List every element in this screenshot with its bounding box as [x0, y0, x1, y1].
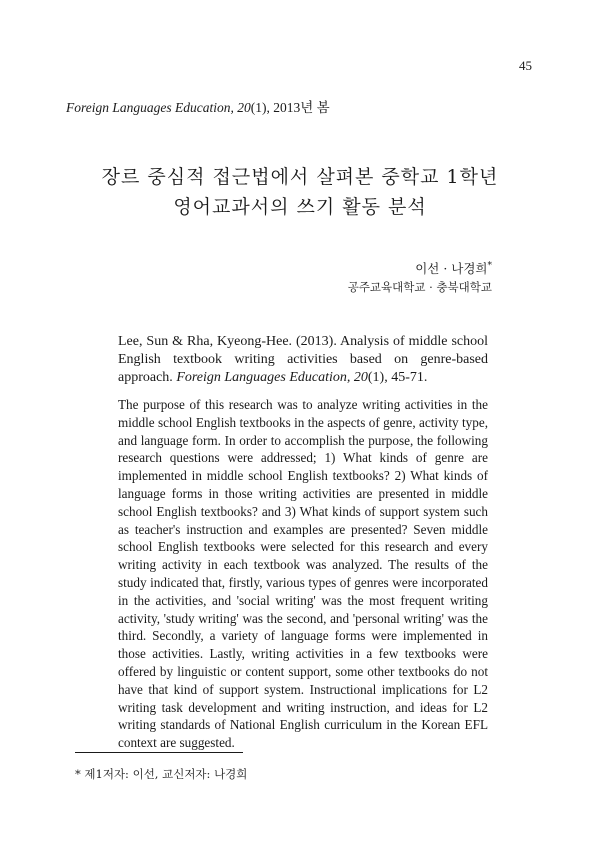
title-line-2: 영어교과서의 쓰기 활동 분석: [173, 196, 427, 218]
citation: [118, 333, 488, 387]
journal-issue: (1), 2013년 봄: [250, 100, 330, 115]
citation-volume: 20: [353, 370, 368, 385]
footnote: * 제1저자: 이선, 교신저자: 나경희: [75, 767, 248, 781]
journal-name: Foreign Languages Education,: [66, 100, 234, 115]
title-line-1: 장르 중심적 접근법에서 살펴본 중학교 1학년: [101, 166, 499, 188]
journal-volume: 20: [237, 100, 251, 115]
page-number: 45: [519, 58, 532, 73]
abstract: The purpose of this research was to analyze writing activities in the middle school English textbooks in the aspects of genre, activity type, and language form. In order to accomplish the purpose, the following research questions were addressed; 1) What kinds of genre are implemented in middle school English textbooks? 2) What kinds of language forms in those writing activities are presented in middle school English textbooks? and 3) What kinds of support system such as teacher's instruction and examples are presented? Seven middle school English textbooks were selected for this research and every writing activity in each textbook was analyzed. The results of the study indicated that, firstly, various types of genres were incorporated in the activities, and 'social writing' was the most frequent writing activity, 'study writing' was the second, and 'personal writing' was the third. Secondly, a variety of language forms were implemented in those activities. Lastly, writing activities in a few textbooks were offered by linguistic or content support, some other textbooks do not have that kind of support system. Instructional implications for L2 writing task development and writing instruction, and ideas for L2 writing standards of National English curriculum in the Korean EFL context are suggested.: [118, 397, 488, 751]
citation-authors: Lee, Sun & Rha, Kyeong-Hee. (2013). Analysis of middle school English textbook writing activities based on genre-based approach.: [118, 334, 488, 385]
journal-header: [66, 96, 330, 116]
paper-title: [0, 162, 600, 222]
citation-pages: (1), 45-71.: [367, 370, 428, 385]
author-footnote-mark: *: [487, 260, 492, 271]
authors: [415, 259, 492, 277]
footnote-divider: [75, 752, 243, 753]
affiliations: 공주교육대학교 · 충북대학교: [347, 280, 492, 294]
citation-journal: Foreign Languages Education,: [176, 370, 351, 385]
author-names: 이선 · 나경희: [415, 261, 488, 276]
